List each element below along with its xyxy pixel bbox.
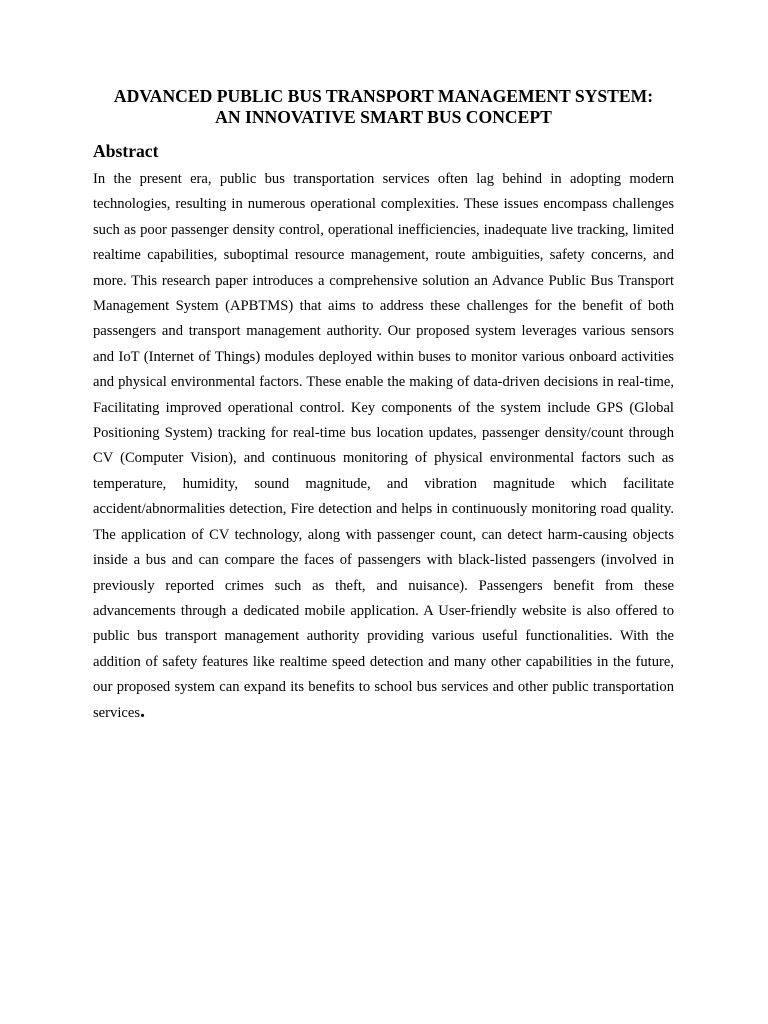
paper-title xyxy=(93,86,674,128)
abstract-body xyxy=(93,167,674,726)
paper-title-line-2: AN INNOVATIVE SMART BUS CONCEPT xyxy=(215,107,552,127)
abstract-text: In the present era, public bus transportation services often lag behind in adopting modern technologies, resulting in numerous operational complexities. These issues encompass challenges such as poor passenger density control, operational inefficiencies, inadequate live tracking, limited realtime capabilities, suboptimal resource management, route ambiguities, safety concerns, and more. This research paper introduces a comprehensive solution an Advance Public Bus Transport Management System (APBTMS) that aims to address these challenges for the benefit of both passengers and transport management authority. Our proposed system leverages various sensors and IoT (Internet of Things) modules deployed within buses to monitor various onboard activities and physical environmental factors. These enable the making of data-driven decisions in real-time, Facilitating improved operational control. Key components of the system include GPS (Global Positioning System) tracking for real-time bus location updates, passenger density/count through CV (Computer Vision), and continuous monitoring of physical environmental factors such as temperature, humidity, sound magnitude, and vibration magnitude which facilitate accident/abnormalities detection, Fire detection and helps in continuously monitoring road quality. The application of CV technology, along with passenger count, can detect harm-causing objects inside a bus and can compare the faces of passengers with black-listed passengers (involved in previously reported crimes such as theft, and nuisance). Passengers benefit from these advancements through a dedicated mobile application. A User-friendly website is also offered to public bus transport management authority providing various useful functionalities. With the addition of safety features like realtime speed detection and many other capabilities in the future, our proposed system can expand its benefits to school bus services and other public transportation services xyxy=(93,171,674,721)
paper-page xyxy=(93,86,674,726)
abstract-heading: Abstract xyxy=(93,141,159,161)
abstract-final-period: . xyxy=(140,699,146,722)
paper-title-line-1: ADVANCED PUBLIC BUS TRANSPORT MANAGEMENT SYSTEM: xyxy=(113,86,654,106)
